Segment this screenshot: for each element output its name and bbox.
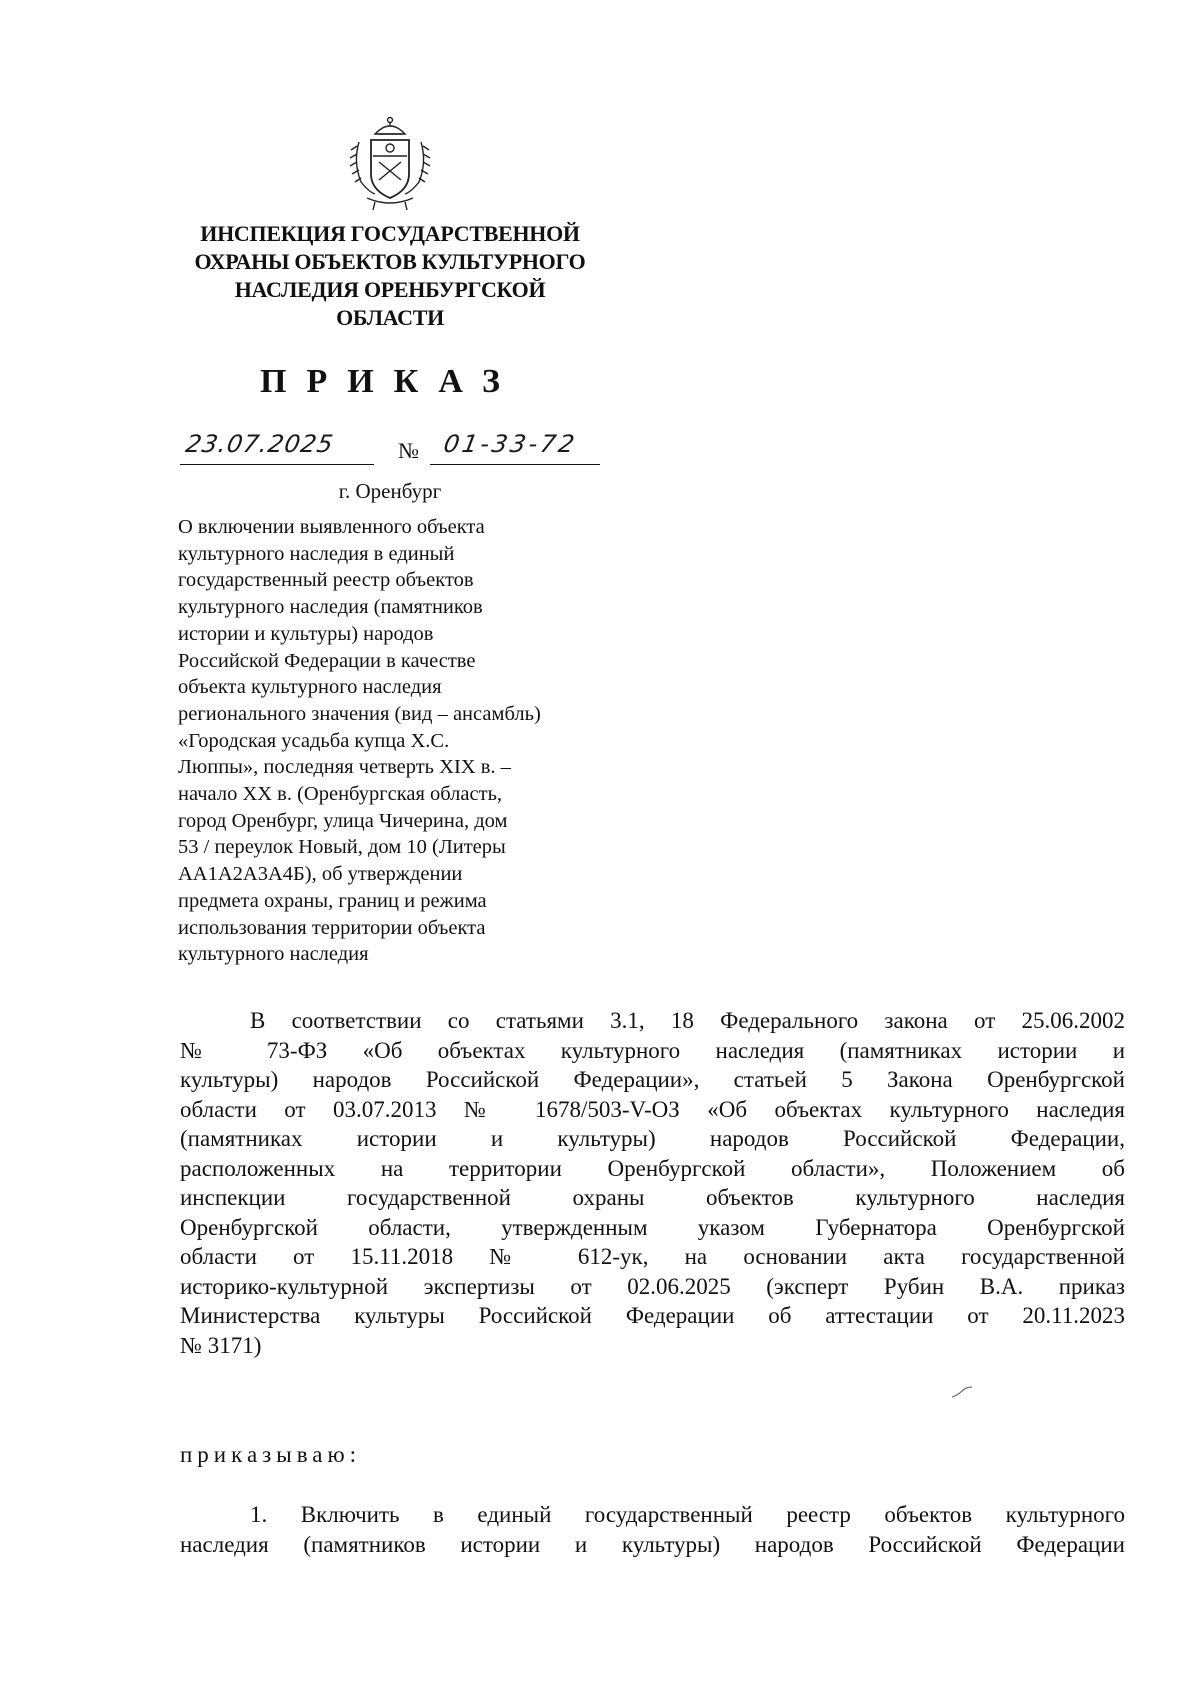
- organization-name: [160, 220, 620, 332]
- order-subject: [178, 514, 598, 968]
- subject-line: культурного наследия (памятников: [178, 596, 483, 619]
- order-word: приказываю:: [180, 1442, 362, 1467]
- preamble-line: № 3171): [180, 1332, 262, 1358]
- subject-line: город Оренбург, улица Чичерина, дом: [178, 809, 508, 832]
- subject-line: О включении выявленного объекта: [178, 516, 485, 538]
- subject-line: истории и культуры) народов: [178, 622, 434, 645]
- organization-line: ОХРАНЫ ОБЪЕКТОВ КУЛЬТУРНОГО: [194, 249, 586, 274]
- item-line: 1. Включить в единый государственный реестр объектов культурного: [250, 1502, 1125, 1527]
- subject-line: государственный реестр объектов: [178, 569, 474, 592]
- preamble-line: расположенных на территории Оренбургской области», Положением об: [180, 1155, 1125, 1181]
- date-number-row: [180, 430, 600, 470]
- subject-line: культурного наследия: [178, 943, 369, 966]
- subject-line: «Городская усадьба купца Х.С.: [178, 729, 450, 752]
- city: г. Оренбург: [338, 479, 442, 503]
- organization-line: ОБЛАСТИ: [336, 305, 444, 330]
- document-title: ПРИКАЗ: [260, 363, 520, 400]
- subject-line: Российской Федерации в качестве: [178, 649, 476, 672]
- preamble-paragraph: [180, 1006, 1125, 1360]
- order-number: 01-33-72: [441, 430, 580, 458]
- subject-line: культурного наследия в единый: [178, 542, 455, 565]
- order-date: 23.07.2025: [183, 430, 336, 458]
- subject-line: объекта культурного наследия: [178, 676, 442, 699]
- subject-line: АА1А2А3А4Б), об утверждении: [178, 863, 463, 886]
- subject-line: Люппы», последняя четверть XIX в. –: [178, 756, 511, 779]
- preamble-line: инспекции государственной охраны объектов культурного наследия: [180, 1185, 1125, 1210]
- preamble-line: Оренбургской области, утвержденным указом Губернатора Оренбургской: [180, 1214, 1125, 1240]
- preamble-line: Министерства культуры Российской Федерации об аттестации от 20.11.2023: [180, 1303, 1125, 1328]
- preamble-line: № 73-ФЗ «Об объектах культурного наследия (памятниках истории и: [180, 1037, 1125, 1063]
- subject-line: 53 / переулок Новый, дом 10 (Литеры: [178, 836, 506, 859]
- preamble-line: (памятниках истории и культуры) народов Российской Федерации,: [180, 1126, 1125, 1151]
- number-sign: №: [398, 438, 419, 463]
- preamble-line: В соответствии со статьями 3.1, 18 Федерального закона от 25.06.2002: [250, 1008, 1125, 1033]
- preamble-line: культуры) народов Российской Федерации», статьей 5 Закона Оренбургской: [180, 1067, 1125, 1092]
- date-underline: [180, 464, 374, 465]
- subject-line: предмета охраны, границ и режима: [178, 889, 487, 912]
- organization-line: ИНСПЕКЦИЯ ГОСУДАРСТВЕННОЙ: [200, 221, 580, 246]
- preamble-line: области от 03.07.2013 № 1678/503-V-ОЗ «Об объектах культурного наследия: [180, 1096, 1125, 1122]
- orenburg-coat-of-arms-icon: [345, 112, 435, 212]
- organization-line: НАСЛЕДИЯ ОРЕНБУРГСКОЙ: [234, 277, 546, 302]
- pen-mark-icon: [950, 1385, 974, 1399]
- subject-line: регионального значения (вид – ансамбль): [178, 702, 541, 725]
- preamble-line: историко-культурной экспертизы от 02.06.2025 (эксперт Рубин В.А. приказ: [180, 1273, 1125, 1299]
- subject-line: использования территории объекта: [178, 916, 486, 939]
- preamble-line: области от 15.11.2018 № 612-ук, на основании акта государственной: [180, 1244, 1125, 1269]
- order-item-1: [180, 1500, 1125, 1560]
- number-underline: [430, 464, 600, 465]
- subject-line: начало XX в. (Оренбургская область,: [178, 783, 503, 806]
- item-line: наследия (памятников истории и культуры) народов Российской Федерации: [180, 1532, 1125, 1557]
